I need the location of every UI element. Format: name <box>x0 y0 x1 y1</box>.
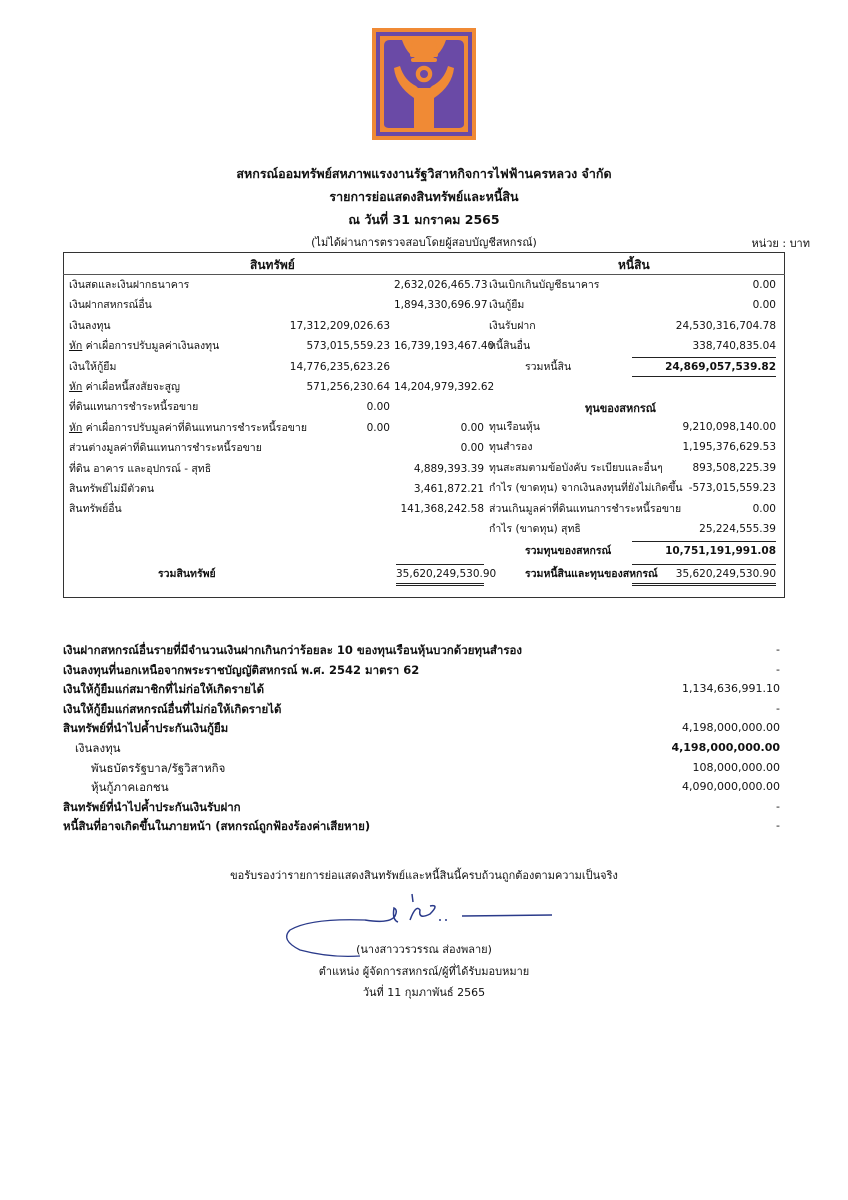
equity-row-label: ทุนสำรอง <box>489 441 533 454</box>
note-value: 4,090,000,000.00 <box>682 780 780 794</box>
liabilities-total-label: รวมหนี้สิน <box>525 361 572 373</box>
asset-total-value <box>394 358 484 376</box>
equity-total-label: รวมทุนของสหกรณ์ <box>525 545 612 557</box>
asset-subvalue <box>240 296 390 314</box>
asset-label-text: ที่ดินแทนการชำระหนี้รอขาย <box>69 401 199 414</box>
sign-date: วันที่ 11 กุมภาพันธ์ 2565 <box>362 986 486 999</box>
liabilities-total-value: 24,869,057,539.82 <box>632 357 776 377</box>
asset-label-text: ค่าเผื่อหนี้สงสัยจะสูญ <box>82 381 180 393</box>
asset-row-label <box>69 398 198 416</box>
asset-subvalue: 14,776,235,623.26 <box>289 360 390 373</box>
equity-row-label: กำไร (ขาดทุน) สุทธิ <box>489 523 581 535</box>
asset-label-text: สินทรัพย์ไม่มีตัวตน <box>69 483 155 495</box>
asset-row-label <box>69 480 154 498</box>
asset-label-text: เงินฝากสหกรณ์อื่น <box>69 299 152 312</box>
org-name: สหกรณ์ออมทรัพย์สหภาพแรงงานรัฐวิสาหกิจการไฟฟ้านครหลวง จำกัด <box>236 166 612 181</box>
asset-total-value: 141,368,242.58 <box>400 503 484 516</box>
asset-subvalue <box>240 460 390 478</box>
equity-row-value: 0.00 <box>752 502 776 515</box>
asset-subvalue: 573,015,559.23 <box>306 340 390 353</box>
liability-row-label: หนี้สินอื่น <box>489 340 531 353</box>
liability-row-label: เงินรับฝาก <box>489 319 536 332</box>
report-date: ณ วันที่ 31 มกราคม 2565 <box>348 212 500 227</box>
cooperative-logo <box>372 28 476 140</box>
note-label: หนี้สินที่อาจเกิดขึ้นในภายหน้า (สหกรณ์ถูกฟ้องร้องค่าเสียหาย) <box>63 819 371 834</box>
signer-position: ตำแหน่ง ผู้จัดการสหกรณ์/ผู้ที่ได้รับมอบหมาย <box>318 965 530 978</box>
assets-total-label: รวมสินทรัพย์ <box>158 568 216 580</box>
asset-label-text: ค่าเผื่อการปรับมูลค่าเงินลงทุน <box>82 340 220 353</box>
liability-row-label: เงินกู้ยืม <box>489 299 525 312</box>
note-label: พันธบัตรรัฐบาล/รัฐวิสาหกิจ <box>91 760 226 775</box>
note-value: - <box>776 819 780 833</box>
asset-label-text: ค่าเผื่อการปรับมูลค่าที่ดินแทนการชำระหนี้รอขาย <box>82 421 307 434</box>
grand-total-label: รวมหนี้สินและทุนของสหกรณ์ <box>525 568 658 580</box>
asset-label-text: เงินลงทุน <box>69 319 111 332</box>
asset-row-label <box>69 378 180 396</box>
equity-row-value: -573,015,559.23 <box>688 482 776 495</box>
note-label: สินทรัพย์ที่นำไปค้ำประกันเงินกู้ยืม <box>63 721 229 736</box>
asset-row-label <box>69 337 219 355</box>
asset-row-label <box>69 500 122 518</box>
note-value: - <box>776 701 780 715</box>
asset-label-text: ที่ดิน อาคาร และอุปกรณ์ - สุทธิ <box>69 462 212 475</box>
asset-total-value <box>394 317 484 335</box>
asset-total-value: 16,739,193,467.40 <box>394 340 495 353</box>
note-value: 108,000,000.00 <box>692 760 780 774</box>
deduct-prefix: หัก <box>69 381 83 393</box>
note-value: 4,198,000,000.00 <box>682 721 780 735</box>
note-label: เงินให้กู้ยืมแก่สมาชิกที่ไม่ก่อให้เกิดรายได้ <box>63 682 265 697</box>
note-label: เงินลงทุนที่นอกเหนือจากพระราชบัญญัติสหกรณ์ พ.ศ. 2542 มาตรา 62 <box>63 662 420 677</box>
liability-row-value: 24,530,316,704.78 <box>675 319 776 332</box>
asset-total-value: 3,461,872.21 <box>413 483 484 495</box>
note-label: เงินให้กู้ยืมแก่สหกรณ์อื่นที่ไม่ก่อให้เกิดรายได้ <box>63 701 282 716</box>
deduct-prefix: หัก <box>69 340 83 353</box>
assets-total-value: 35,620,249,530.90 <box>396 564 484 586</box>
note-value: 4,198,000,000.00 <box>671 741 780 754</box>
equity-row-value: 9,210,098,140.00 <box>682 421 776 433</box>
asset-row-label <box>69 439 262 457</box>
asset-row-label <box>69 358 116 376</box>
liability-row-value: 0.00 <box>752 279 776 291</box>
asset-row-label <box>69 296 152 314</box>
equity-heading: ทุนของสหกรณ์ <box>585 402 657 415</box>
asset-total-value: 14,204,979,392.62 <box>394 381 495 393</box>
grand-total-value: 35,620,249,530.90 <box>632 564 776 586</box>
note-value: 1,134,636,991.10 <box>682 682 780 696</box>
equity-row-value: 1,195,376,629.53 <box>682 441 776 454</box>
asset-subvalue <box>240 480 390 498</box>
equity-row-label: ส่วนเกินมูลค่าที่ดินแทนการชำระหนี้รอขาย <box>489 502 682 515</box>
report-title: รายการย่อแสดงสินทรัพย์และหนี้สิน <box>329 189 519 204</box>
asset-subvalue <box>240 439 390 457</box>
certification-statement: ขอรับรองว่ารายการย่อแสดงสินทรัพย์และหนี้สินนี้ครบถ้วนถูกต้องตามความเป็นจริง <box>230 869 618 882</box>
deduct-prefix: หัก <box>69 421 83 434</box>
asset-subvalue: 0.00 <box>366 401 390 414</box>
asset-label-text: เงินสดและเงินฝากธนาคาร <box>69 279 190 291</box>
note-label: หุ้นกู้ภาคเอกชน <box>91 780 169 795</box>
asset-subvalue: 571,256,230.64 <box>306 381 390 393</box>
asset-total-value: 0.00 <box>460 442 484 455</box>
asset-subvalue <box>240 276 390 294</box>
unit-label: หน่วย : บาท <box>751 237 810 250</box>
assets-heading: สินทรัพย์ <box>250 258 295 272</box>
equity-row-label: กำไร (ขาดทุน) จากเงินลงทุนที่ยังไม่เกิดขึ้น <box>489 482 683 495</box>
liability-row-value: 338,740,835.04 <box>692 340 776 353</box>
note-value: - <box>776 662 780 676</box>
asset-label-text: เงินให้กู้ยืม <box>69 360 117 373</box>
asset-label-text: สินทรัพย์อื่น <box>69 503 122 516</box>
asset-row-label <box>69 317 111 335</box>
note-value: - <box>776 799 780 813</box>
signer-name: (นางสาววรวรรณ ส่องพลาย) <box>356 943 492 956</box>
equity-row-label: ทุนเรือนหุ้น <box>489 421 540 433</box>
asset-label-text: ส่วนต่างมูลค่าที่ดินแทนการชำระหนี้รอขาย <box>69 442 262 455</box>
equity-row-value: 25,224,555.39 <box>699 523 776 535</box>
asset-row-label <box>69 276 189 294</box>
asset-row-label <box>69 460 211 478</box>
liabilities-heading: หนี้สิน <box>618 258 650 272</box>
note-value: - <box>776 643 780 656</box>
asset-total-value: 2,632,026,465.73 <box>394 279 488 291</box>
asset-subvalue: 0.00 <box>366 421 390 434</box>
header-divider <box>63 274 785 275</box>
note-label: สินทรัพย์ที่นำไปค้ำประกันเงินรับฝาก <box>63 799 241 814</box>
liability-row-value: 0.00 <box>752 299 776 312</box>
asset-total-value: 4,889,393.39 <box>413 462 484 475</box>
liability-row-label: เงินเบิกเกินบัญชีธนาคาร <box>489 279 600 291</box>
asset-total-value: 1,894,330,696.97 <box>394 299 488 312</box>
asset-subvalue <box>240 500 390 518</box>
asset-total-value <box>394 398 484 416</box>
asset-subvalue: 17,312,209,026.63 <box>289 319 390 332</box>
note-label: เงินลงทุน <box>75 741 121 755</box>
audit-note: (ไม่ได้ผ่านการตรวจสอบโดยผู้สอบบัญชีสหกรณ์) <box>311 236 537 249</box>
note-label: เงินฝากสหกรณ์อื่นรายที่มีจำนวนเงินฝากเกินกว่าร้อยละ 10 ของทุนเรือนหุ้นบวกด้วยทุนสำรอง <box>63 643 523 657</box>
equity-row-value: 893,508,225.39 <box>692 461 776 474</box>
equity-total-value: 10,751,191,991.08 <box>632 541 776 560</box>
asset-total-value: 0.00 <box>460 421 484 434</box>
equity-row-label: ทุนสะสมตามข้อบังคับ ระเบียบและอื่นๆ <box>489 461 663 474</box>
